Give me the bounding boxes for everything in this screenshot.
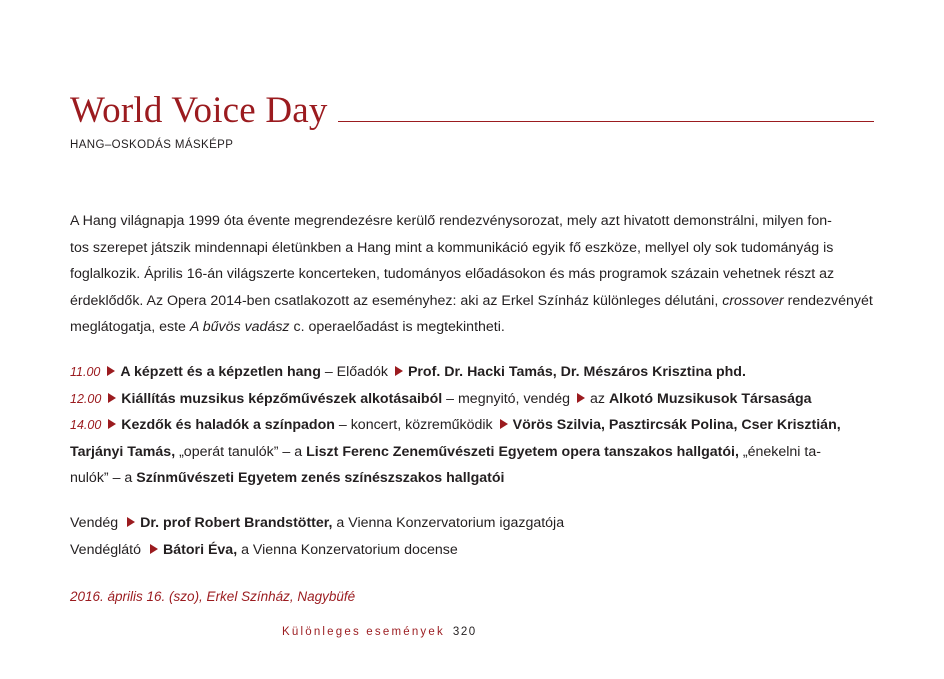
host-role: a Vienna Konzervatorium docense — [237, 541, 458, 558]
schedule-role: – Előadók — [320, 364, 388, 380]
intro-text: rendezvényét — [783, 292, 873, 309]
guest-label: Vendég — [70, 515, 119, 531]
triangle-bullet-icon — [127, 517, 135, 527]
event-dateline: 2016. április 16. (szo), Erkel Színház, Nagybüfé — [70, 589, 356, 604]
schedule-item — [70, 412, 882, 439]
host-name: Bátori Éva, — [163, 541, 238, 558]
schedule-time: 12.00 — [70, 391, 102, 406]
schedule-item — [70, 386, 882, 413]
triangle-bullet-icon — [577, 393, 585, 403]
footer-section: Különleges események — [282, 626, 445, 638]
title-rule — [338, 121, 874, 122]
schedule-continuation — [70, 465, 882, 492]
guest-name: Dr. prof Robert Brandstötter, — [140, 515, 333, 531]
host-line — [70, 537, 882, 564]
page-number: 320 — [452, 626, 477, 638]
intro-line — [70, 288, 882, 315]
schedule-org: Liszt Ferenc Zeneművészeti Egyetem opera tanszakos hallgatói, — [306, 443, 739, 460]
schedule-title: A képzett és a képzetlen hang — [120, 364, 321, 380]
intro-line — [70, 314, 882, 341]
intro-text: c. operaelőadást is megtekintheti. — [289, 319, 505, 335]
schedule-time: 14.00 — [70, 418, 102, 432]
triangle-bullet-icon — [150, 544, 158, 554]
triangle-bullet-icon — [500, 419, 508, 429]
intro-text: érdeklődők. Az Opera 2014-ben csatlakozott az eseményhez: aki az Erkel Színház különleges délutáni, — [70, 292, 723, 309]
host-label: Vendéglátó — [70, 541, 142, 558]
intro-italic: crossover — [722, 292, 784, 309]
schedule-org: Alkotó Muzsikusok Társasága — [608, 390, 812, 407]
intro-paragraph — [70, 208, 882, 341]
guest-line — [70, 510, 882, 537]
schedule-org: Színművészeti Egyetem zenés színészszakos hallgatói — [136, 470, 505, 486]
intro-line: tos szerepet játszik mindennapi életünkben a Hang mint a kommunikáció egyik fő eszköze, mellyel oly sok tudományág is — [70, 239, 834, 256]
schedule-continuation — [70, 439, 882, 466]
triangle-bullet-icon — [107, 366, 115, 376]
schedule-text: „operát tanulók” – a — [175, 443, 307, 460]
triangle-bullet-icon — [108, 419, 116, 429]
schedule-people: Prof. Dr. Hacki Tamás, Dr. Mészáros Krisztina phd. — [407, 364, 746, 380]
title-row — [70, 92, 874, 129]
schedule-time: 11.00 — [70, 365, 101, 379]
schedule-title: Kezdők és haladók a színpadon — [121, 417, 335, 433]
page-footer — [282, 626, 477, 638]
intro-italic: A bűvös vadász — [189, 319, 290, 335]
page-title: World Voice Day — [70, 90, 328, 131]
intro-line: A Hang világnapja 1999 óta évente megrendezésre kerülő rendezvénysorozat, mely azt hivatott demonstrálni, milyen fon- — [70, 213, 832, 229]
schedule-role: – koncert, közreműködik — [334, 417, 493, 433]
intro-text: meglátogatja, este — [70, 319, 190, 335]
schedule-text: „énekelni ta- — [738, 443, 821, 460]
schedule-text: nulók” – a — [70, 470, 137, 486]
guest-role: a Vienna Konzervatorium igazgatója — [332, 515, 565, 531]
triangle-bullet-icon — [395, 366, 403, 376]
schedule-role: – megnyitó, vendég — [442, 390, 570, 407]
guests-block — [70, 510, 882, 563]
intro-line: foglalkozik. Április 16-án világszerte koncerteken, tudományos előadásokon és más programok százain vehetnek részt az — [70, 266, 835, 282]
page-subtitle: HANG–OSKODÁS MÁSKÉPP — [70, 139, 234, 151]
schedule-people: Tarjányi Tamás, — [70, 443, 176, 460]
schedule-text: az — [590, 390, 609, 407]
schedule-title: Kiállítás muzsikus képzőművészek alkotásaiból — [121, 390, 443, 407]
schedule-people: Vörös Szilvia, Pasztircsák Polina, Cser Krisztián, — [512, 417, 841, 433]
schedule — [70, 359, 882, 492]
triangle-bullet-icon — [108, 393, 116, 403]
schedule-item — [70, 359, 882, 386]
